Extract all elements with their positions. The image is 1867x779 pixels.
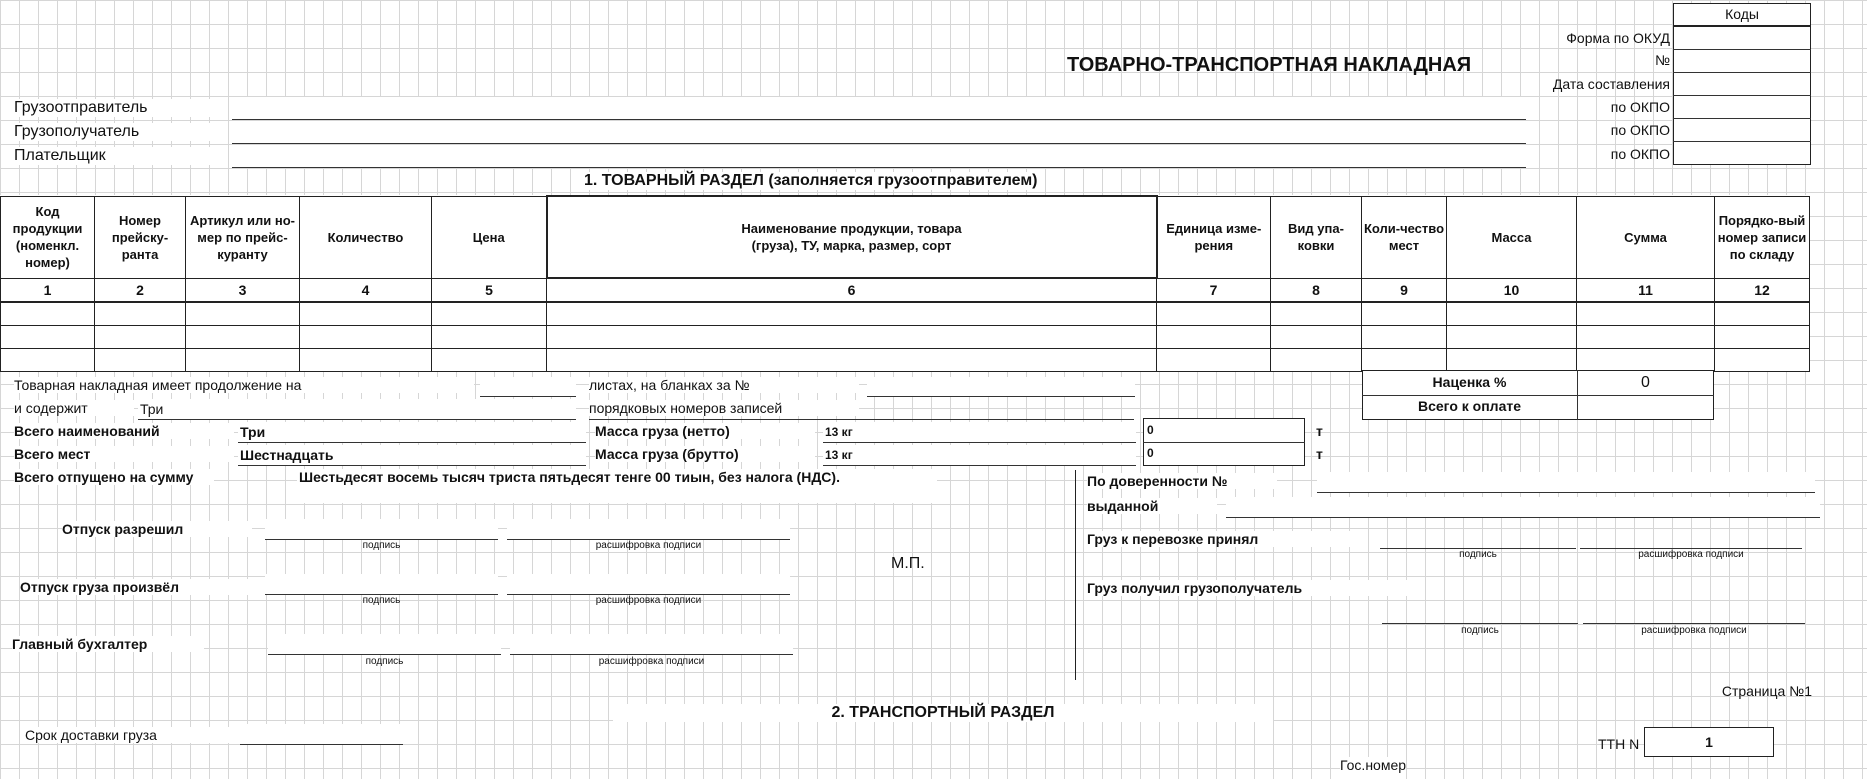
net-mass-tons[interactable]: 0: [1147, 423, 1154, 437]
released-sum-label: Всего отпущено на сумму: [14, 469, 214, 485]
records-label: порядковых номеров записей: [589, 400, 859, 416]
total-places-label: Всего мест: [14, 446, 234, 462]
total-pay-value[interactable]: [1577, 396, 1714, 419]
col-number: 12: [1715, 278, 1810, 302]
decode-caption: расшифровка подписи: [1638, 549, 1744, 560]
table-row[interactable]: [1, 349, 1810, 372]
net-ton-unit: т: [1316, 423, 1323, 439]
chief-accountant-decode[interactable]: [510, 634, 793, 654]
received-label: Груз получил грузополучатель: [1087, 580, 1417, 596]
col-number: 3: [186, 278, 300, 302]
chief-accountant-label: Главный бухгалтер: [12, 636, 204, 652]
signature-caption: подпись: [362, 595, 401, 606]
goods-number-row: [1, 278, 1810, 302]
issued-field[interactable]: [1226, 497, 1820, 517]
markup-label: Наценка %: [1432, 374, 1507, 390]
col-header-places: Коли-чество мест: [1362, 196, 1447, 278]
col-number: 6: [547, 278, 1157, 302]
contains-value[interactable]: Три: [138, 399, 576, 419]
decode-caption: расшифровка подписи: [595, 595, 702, 606]
codes-title: Коды: [1725, 6, 1759, 22]
section2-title: 2. ТРАНСПОРТНЫЙ РАЗДЕЛ: [613, 704, 1273, 722]
contains-label: и содержит: [14, 400, 134, 416]
col-header-price-list-number: Номер прейску-ранта: [95, 196, 186, 278]
ttn-label: ТТН N: [1598, 736, 1640, 752]
gross-mass-tons[interactable]: 0: [1147, 446, 1154, 460]
proxy-label: По доверенности №: [1087, 473, 1277, 489]
vehicle-number-label: Гос.номер: [1340, 757, 1406, 779]
issued-label: выданной: [1087, 498, 1217, 514]
gross-ton-unit: т: [1316, 446, 1323, 462]
code-label-number: №: [1654, 52, 1670, 68]
total-items-value[interactable]: Три: [238, 422, 586, 442]
signature-caption: подпись: [1459, 549, 1497, 560]
col-number: 4: [300, 278, 432, 302]
markup-value[interactable]: 0: [1641, 374, 1650, 391]
shipper-label: Грузоотправитель: [14, 99, 219, 117]
table-row[interactable]: [1, 302, 1810, 326]
signature-caption: подпись: [365, 656, 404, 667]
code-label-date: Дата составления: [1552, 76, 1670, 92]
total-pay-label: Всего к оплате: [1418, 398, 1521, 414]
net-mass-value[interactable]: 13 кг: [823, 422, 1136, 442]
consignee-field[interactable]: [232, 121, 1526, 143]
col-header-article: Артикул или но-мер по прейс-куранту: [186, 196, 300, 278]
release-allowed-label: Отпуск разрешил: [62, 521, 252, 537]
col-number: 10: [1447, 278, 1577, 302]
col-header-product-name: Наименование продукции, товара (груза), ТУ, марка, размер, сорт: [547, 196, 1157, 278]
cargo-release-decode[interactable]: [507, 574, 790, 594]
code-label-okpo-1: по ОКПО: [1610, 99, 1670, 115]
net-mass-label: Масса груза (нетто): [595, 423, 815, 439]
section1-title: 1. ТОВАРНЫЙ РАЗДЕЛ (заполняется грузоотправителем): [580, 172, 1042, 190]
code-label-okpo-2: по ОКПО: [1610, 122, 1670, 138]
stamp-label: М.П.: [891, 555, 925, 572]
continuation-sheets-field[interactable]: [480, 377, 576, 396]
col-number: 7: [1157, 278, 1271, 302]
col-number: 8: [1271, 278, 1362, 302]
col-header-mass: Масса: [1447, 196, 1577, 278]
decode-caption: расшифровка подписи: [598, 656, 705, 667]
col-number: 11: [1577, 278, 1715, 302]
shipper-field[interactable]: [232, 97, 1526, 119]
col-number: 1: [1, 278, 95, 302]
release-allowed-signature[interactable]: [265, 519, 498, 539]
ttn-number[interactable]: 1: [1644, 727, 1774, 757]
cargo-release-label: Отпуск груза произвёл: [20, 579, 248, 595]
signature-caption: подпись: [1461, 625, 1499, 636]
col-header-product-code: Код продукции (номенкл. номер): [1, 196, 95, 278]
code-label-okud: Форма по ОКУД: [1566, 30, 1670, 46]
table-row[interactable]: [1, 326, 1810, 349]
release-allowed-decode[interactable]: [507, 519, 790, 539]
col-header-price: Цена: [432, 196, 547, 278]
continuation-label: Товарная накладная имеет продолжение на: [14, 377, 474, 393]
payer-field[interactable]: [232, 145, 1526, 167]
proxy-number-field[interactable]: [1317, 472, 1815, 492]
gross-mass-value[interactable]: 13 кг: [823, 445, 1136, 465]
col-header-packaging: Вид упа-ковки: [1271, 196, 1362, 278]
document-title: ТОВАРНО-ТРАНСПОРТНАЯ НАКЛАДНАЯ: [1067, 54, 1472, 76]
col-header-unit: Единица изме-рения: [1157, 196, 1271, 278]
col-header-record-number: Порядко-вый номер записи по складу: [1715, 196, 1810, 278]
cargo-release-signature[interactable]: [265, 574, 498, 594]
decode-caption: расшифровка подписи: [1641, 625, 1747, 636]
col-header-sum: Сумма: [1577, 196, 1715, 278]
code-label-okpo-3: по ОКПО: [1610, 146, 1670, 162]
page-number: Страница №1: [1721, 683, 1812, 699]
col-number: 5: [432, 278, 547, 302]
gross-mass-label: Масса груза (брутто): [595, 446, 815, 462]
total-places-value[interactable]: Шестнадцать: [238, 445, 586, 465]
delivery-term-label: Срок доставки груза: [25, 727, 231, 743]
codes-header-cell: [1673, 3, 1811, 26]
signature-caption: подпись: [362, 540, 401, 551]
consignee-label: Грузополучатель: [14, 123, 219, 141]
goods-header-row: [1, 196, 1810, 278]
sheets-label: листах, на бланках за №: [589, 377, 859, 393]
col-header-quantity: Количество: [300, 196, 432, 278]
decode-caption: расшифровка подписи: [595, 540, 702, 551]
blank-number-field[interactable]: [867, 377, 1135, 396]
col-number: 9: [1362, 278, 1447, 302]
released-sum-value[interactable]: Шестьдесят восемь тысяч триста пятьдесят тенге 00 тиын, без налога (НДС).: [297, 469, 937, 503]
total-items-label: Всего наименований: [14, 423, 234, 439]
accepted-label: Груз к перевозке принял: [1087, 531, 1357, 547]
chief-accountant-signature[interactable]: [268, 634, 501, 654]
payer-label: Плательщик: [14, 147, 219, 165]
goods-table: [0, 195, 1810, 372]
col-number: 2: [95, 278, 186, 302]
delivery-term-field[interactable]: [240, 724, 403, 744]
